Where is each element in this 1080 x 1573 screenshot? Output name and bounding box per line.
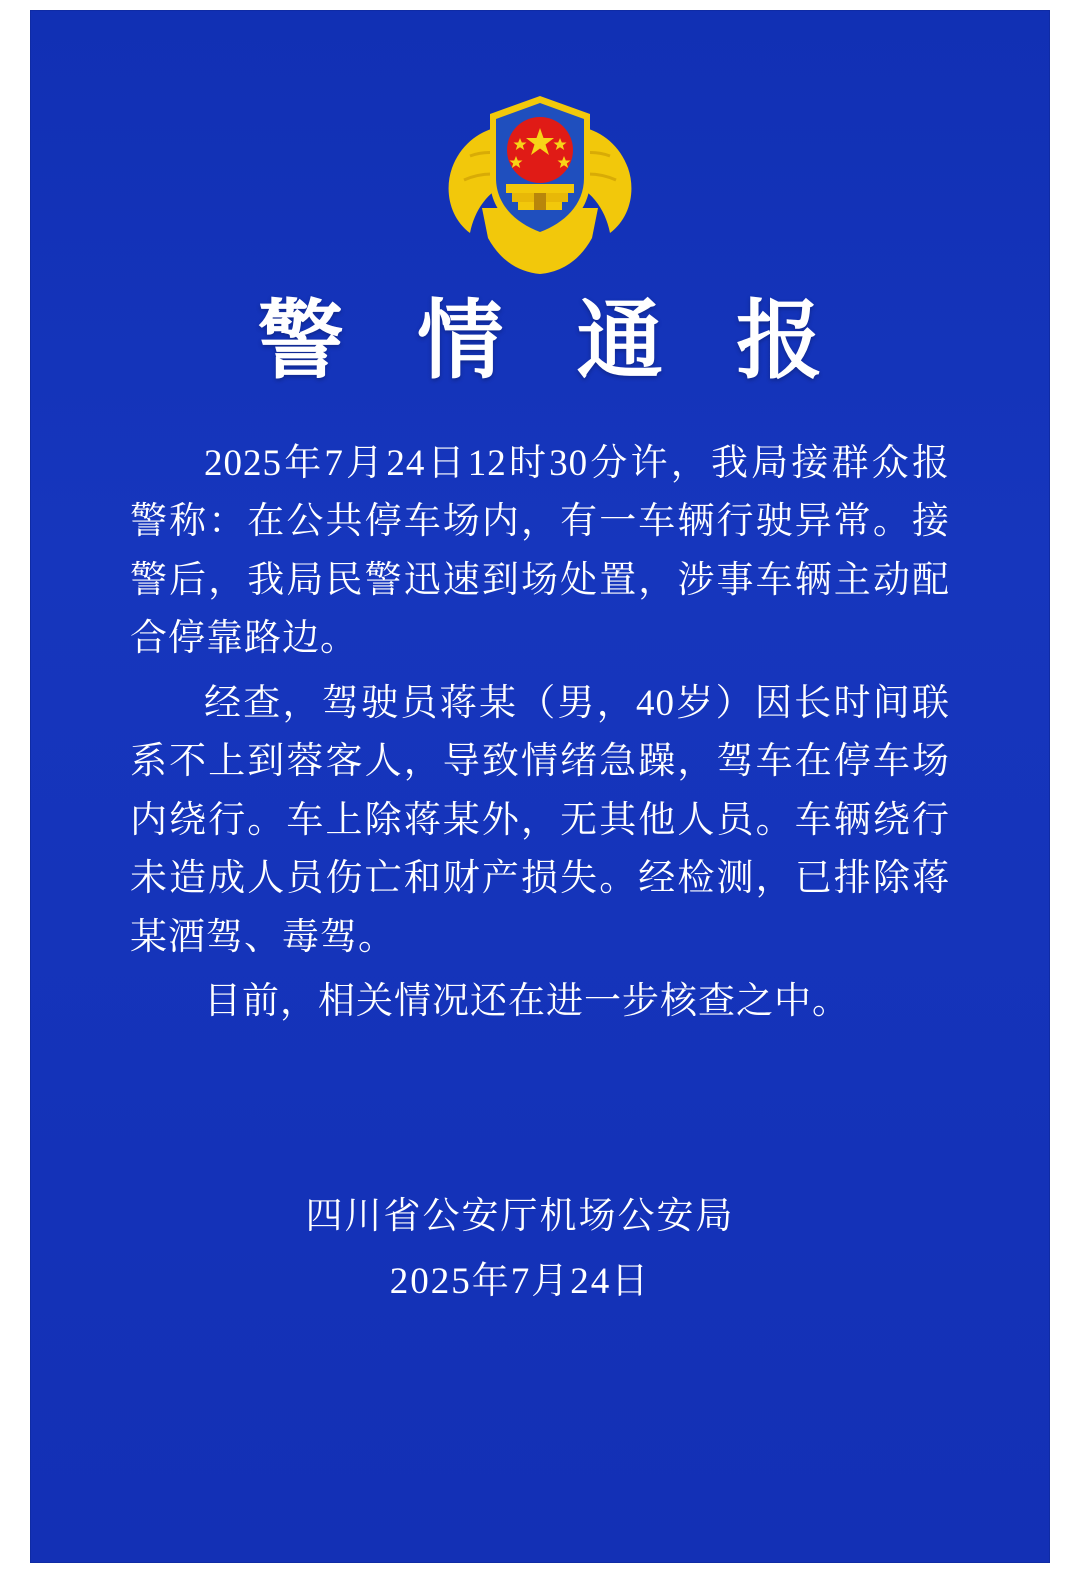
notice-paragraph: 2025年7月24日12时30分许，我局接群众报警称：在公共停车场内，有一车辆行驶异常。接警后，我局民警迅速到场处置，涉事车辆主动配合停靠路边。: [130, 443, 950, 660]
issue-date: 2025年7月24日: [389, 1260, 651, 1302]
notice-paragraph: 目前，相关情况还在进一步核查之中。: [204, 981, 850, 1023]
signature-block: [30, 1185, 1050, 1315]
police-notice-poster: [30, 10, 1050, 1563]
notice-body: [130, 435, 950, 1038]
notice-paragraph: 经查，驾驶员蒋某（男，40岁）因长时间联系不上到蓉客人，导致情绪急躁，驾车在停车场内绕行。车上除蒋某外，无其他人员。车辆绕行未造成人员伤亡和财产损失。经检测，已排除蒋某酒驾、毒驾。: [130, 682, 950, 958]
issuing-organization: 四川省公安厅机场公安局: [305, 1196, 735, 1237]
page-title: 警 情 通 报: [257, 293, 849, 389]
police-badge-icon: [440, 88, 640, 278]
emblem-container: [30, 88, 1050, 278]
